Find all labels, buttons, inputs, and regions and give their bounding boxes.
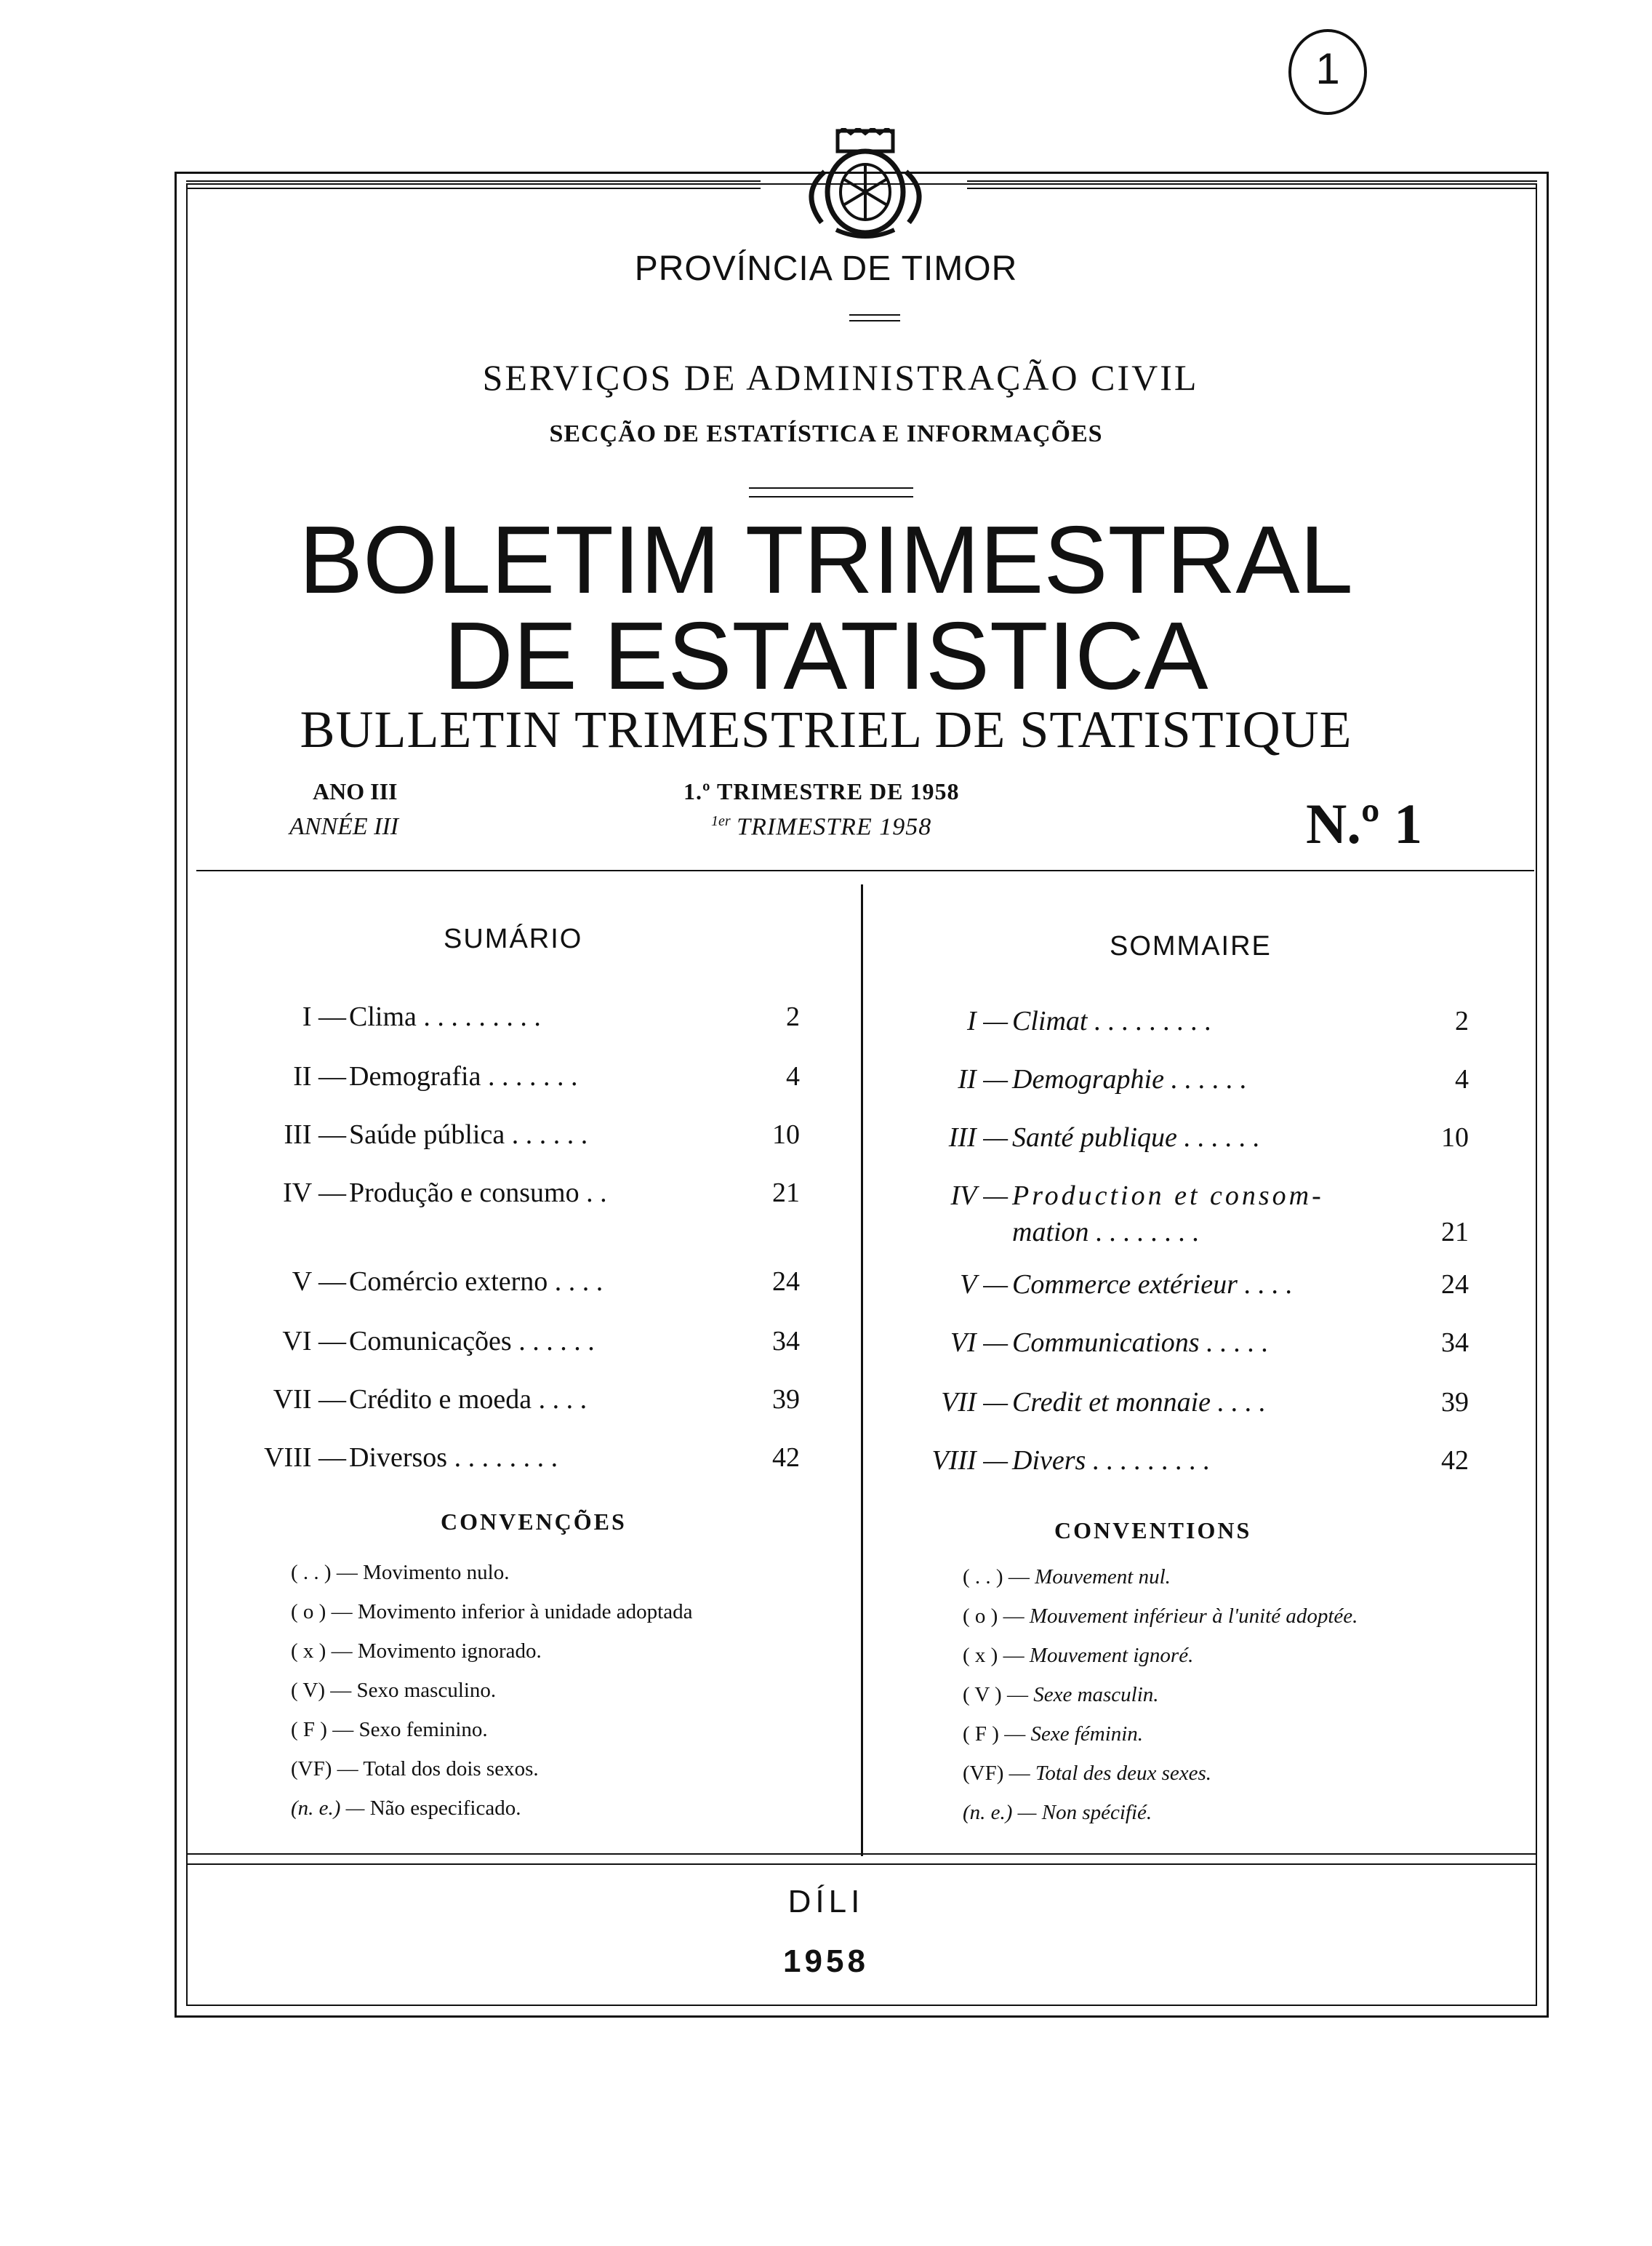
convention-symbol: ( x ) — [291, 1639, 353, 1663]
item-page: 10 [772, 1119, 800, 1150]
item-number: IV — [950, 1180, 1008, 1211]
item-page: 34 [1441, 1327, 1469, 1358]
list-item [291, 1600, 692, 1624]
list-item [291, 1639, 542, 1663]
item-number: II — [293, 1061, 346, 1092]
convention-text: Movimento nulo. [363, 1561, 510, 1584]
convention-text: Movimento inferior à unidade adoptada [357, 1600, 693, 1623]
item-number: III — [284, 1119, 346, 1150]
item-page: 34 [772, 1326, 800, 1356]
list-item [963, 1565, 1171, 1589]
item-label: Communications . . . . . [1012, 1327, 1269, 1358]
conventions-fr-heading: CONVENTIONS [1054, 1517, 1252, 1543]
quarter-fr-text: TRIMESTRE 1958 [737, 813, 932, 841]
item-number: VI — [950, 1327, 1008, 1358]
footer-separator-1 [186, 1853, 1537, 1855]
convention-symbol: ( . . ) — [291, 1561, 358, 1584]
item-label: Production et consom- [1012, 1180, 1324, 1211]
header-separator [196, 870, 1534, 871]
convention-text: Total des deux sexes. [1035, 1762, 1212, 1785]
item-page: 2 [786, 1002, 800, 1032]
item-label: Demografia . . . . . . . [349, 1061, 578, 1092]
convention-symbol: (VF) — [291, 1757, 358, 1781]
list-item [291, 1561, 509, 1585]
item-page: 4 [786, 1061, 800, 1092]
convention-text: Non spécifié. [1041, 1801, 1152, 1824]
page-number-text: 1 [1315, 44, 1340, 93]
item-page: 42 [772, 1442, 800, 1473]
footer-city: DÍLI [787, 1884, 865, 1919]
list-item [291, 1679, 496, 1703]
item-label: Credit et monnaie . . . . [1012, 1387, 1266, 1418]
convention-text: Mouvement nul. [1035, 1565, 1171, 1588]
divider-ornament-1 [849, 314, 900, 321]
item-page: 39 [1441, 1387, 1469, 1418]
convention-text: Movimento ignorado. [357, 1639, 542, 1663]
convention-symbol: ( F ) — [291, 1718, 354, 1741]
item-label: Santé publique . . . . . . [1012, 1122, 1260, 1153]
item-label: Commerce extérieur . . . . [1012, 1269, 1293, 1300]
item-page: 24 [1441, 1269, 1469, 1300]
convention-text: Mouvement ignoré. [1029, 1644, 1194, 1667]
item-number: VIII — [264, 1442, 346, 1473]
convention-symbol: ( . . ) — [963, 1565, 1030, 1588]
item-page: 42 [1441, 1445, 1469, 1476]
item-label: Comércio externo . . . . [349, 1266, 604, 1297]
item-number: III — [948, 1122, 1008, 1153]
footer-separator-2 [186, 1863, 1537, 1865]
convention-text: Sexo masculino. [356, 1679, 497, 1702]
year-fr: ANNÉE III [289, 813, 399, 840]
footer-year: 1958 [783, 1943, 869, 1979]
coat-of-arms-icon [793, 128, 938, 244]
item-number: I — [302, 1002, 346, 1032]
item-page: 2 [1455, 1006, 1469, 1036]
item-label: Demographie . . . . . . [1012, 1064, 1247, 1095]
list-item [963, 1762, 1211, 1786]
year-pt: ANO III [313, 778, 398, 804]
main-title-line-1: BOLETIM TRIMESTRAL [299, 506, 1353, 613]
convention-text: Sexe masculin. [1033, 1683, 1159, 1706]
conventions-pt-heading: CONVENÇÕES [441, 1508, 627, 1535]
item-page: 24 [772, 1266, 800, 1297]
section-title: SECÇÃO DE ESTATÍSTICA E INFORMAÇÕES [549, 420, 1103, 447]
list-item [963, 1644, 1193, 1668]
item-label: Crédito e moeda . . . . [349, 1384, 588, 1415]
province-title: PROVÍNCIA DE TIMOR [634, 249, 1018, 288]
item-page: 21 [772, 1178, 800, 1208]
list-item [963, 1683, 1159, 1707]
french-title: BULLETIN TRIMESTRIEL DE STATISTIQUE [300, 700, 1352, 759]
divider-ornament-2 [749, 487, 913, 497]
item-label: Clima . . . . . . . . . [349, 1002, 541, 1032]
convention-symbol: ( o ) — [963, 1604, 1025, 1628]
item-label: Produção e consumo . . [349, 1178, 607, 1208]
item-page: 39 [772, 1384, 800, 1415]
quarter-pt: 1.º TRIMESTRE DE 1958 [683, 778, 960, 804]
item-page: 10 [1441, 1122, 1469, 1153]
convention-text: Não especificado. [369, 1797, 521, 1820]
item-label: Comunicações . . . . . . [349, 1326, 595, 1356]
convention-text: Sexe féminin. [1030, 1722, 1144, 1746]
item-label: Saúde pública . . . . . . [349, 1119, 588, 1150]
item-label: Climat . . . . . . . . . [1012, 1006, 1212, 1036]
item-number: VI — [282, 1326, 346, 1356]
item-number: VIII — [931, 1445, 1008, 1476]
item-number: IV — [283, 1178, 346, 1208]
item-number: VII — [273, 1384, 346, 1415]
summary-pt-heading: SUMÁRIO [444, 924, 583, 954]
convention-symbol: (n. e.) — [291, 1797, 365, 1820]
item-number: II — [958, 1064, 1008, 1095]
convention-text: Total dos dois sexos. [363, 1757, 539, 1781]
item-label: Divers . . . . . . . . . [1012, 1445, 1211, 1476]
summary-fr-heading: SOMMAIRE [1110, 931, 1272, 962]
item-number: V — [960, 1269, 1008, 1300]
services-title: SERVIÇOS DE ADMINISTRAÇÃO CIVIL [482, 357, 1199, 398]
list-item [963, 1722, 1143, 1746]
list-item [963, 1604, 1358, 1628]
convention-symbol: (VF) — [963, 1762, 1030, 1785]
quarter-fr [711, 813, 931, 841]
quarter-fr-superscript: 1er [711, 813, 731, 829]
item-number: VII — [941, 1387, 1008, 1418]
list-item [291, 1797, 521, 1821]
issue-number: N.º 1 [1306, 792, 1423, 855]
item-number: I — [967, 1006, 1008, 1036]
item-label: mation . . . . . . . . [1012, 1217, 1200, 1247]
item-page: 21 [1441, 1217, 1469, 1247]
item-page: 4 [1455, 1064, 1469, 1095]
list-item [291, 1757, 539, 1781]
main-title-line-2: DE ESTATISTICA [444, 602, 1208, 709]
convention-symbol: (n. e.) — [963, 1801, 1037, 1824]
convention-text: Mouvement inférieur à l'unité adoptée. [1029, 1604, 1358, 1628]
convention-symbol: ( V) — [291, 1679, 352, 1702]
list-item [291, 1718, 488, 1742]
column-divider [861, 884, 863, 1856]
convention-symbol: ( x ) — [963, 1644, 1025, 1667]
item-label: Diversos . . . . . . . . [349, 1442, 558, 1473]
convention-symbol: ( F ) — [963, 1722, 1026, 1746]
convention-symbol: ( o ) — [291, 1600, 353, 1623]
item-number: V — [292, 1266, 346, 1297]
convention-symbol: ( V ) — [963, 1683, 1028, 1706]
list-item [963, 1801, 1152, 1825]
convention-text: Sexo feminino. [358, 1718, 488, 1741]
